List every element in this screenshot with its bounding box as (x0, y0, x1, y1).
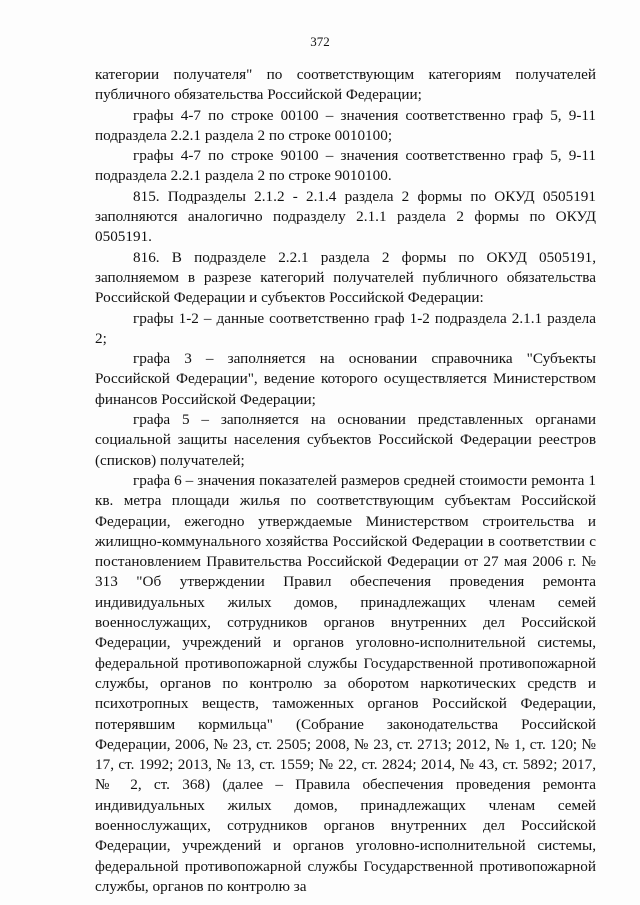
paragraph: 815. Подразделы 2.1.2 - 2.1.4 раздела 2 формы по ОКУД 0505191 заполняются аналогично подразделу 2.1.1 раздела 2 формы по ОКУД 0505191. (95, 187, 596, 246)
paragraph: графа 5 – заполняется на основании представленных органами социальной защиты населения субъектов Российской Федерации реестров (списков) получателей; (95, 411, 596, 469)
page-number: 372 (310, 34, 330, 49)
paragraph: графы 4-7 по строке 00100 – значения соответственно граф 5, 9-11 подраздела 2.2.1 раздела 2 по строке 0010100; (95, 106, 596, 144)
document-body (95, 65, 596, 897)
paragraph: графы 1-2 – данные соответственно граф 1-2 подраздела 2.1.1 раздела 2; (95, 309, 596, 347)
paragraph: графа 3 – заполняется на основании справочника "Субъекты Российской Федерации", ведение которого осуществляется Министерством финансов Российской Федерации; (95, 350, 596, 408)
paragraph: графы 4-7 по строке 90100 – значения соответственно граф 5, 9-11 подраздела 2.2.1 раздела 2 по строке 9010100. (95, 147, 596, 185)
paragraph: 816. В подразделе 2.2.1 раздела 2 формы по ОКУД 0505191, заполняемом в разрезе категорий получателей публичного обязательства Российской Федерации и субъектов Российской Федерации: (95, 248, 596, 307)
paragraph: графа 6 – значения показателей размеров средней стоимости ремонта 1 кв. метра площади жилья по соответствующим субъектам Российской Федерации, ежегодно утверждаемые Министерством строительства и жилищно-коммунального хозяйства Российской Федерации в соответствии с постановлением Правительства Российской Федерации от 27 мая 2006 г. № 313 "Об утверждении Правил обеспечения проведения ремонта индивидуальных жилых домов, принадлежащих членам семей военнослужащих, сотрудников органов внутренних дел Российской Федерации, учреждений и органов уголовно-исполнительной системы, федеральной противопожарной службы Государственной противопожарной службы, органов по контролю за оборотом наркотических средств и психотропных веществ, таможенных органов Российской Федерации, потерявшим кормильца" (Собрание законодательства Российской Федерации, 2006, № 23, ст. 2505; 2008, № 23, ст. 2713; 2012, № 1, ст. 120; № 17, ст. 1992; 2013, № 13, ст. 1559; № 22, ст. 2824; 2014, № 43, ст. 5892; 2017, № 2, ст. 368) (далее – Правила обеспечения проведения ремонта индивидуальных жилых домов, принадлежащих членам семей военнослужащих, сотрудников органов внутренних дел Российской Федерации, учреждений и органов уголовно-исполнительной системы, федеральной противопожарной службы Государственной противопожарной службы, органов по контролю за (95, 471, 596, 895)
paragraph: категории получателя" по соответствующим категориям получателей публичного обязательства Российской Федерации; (95, 66, 596, 104)
